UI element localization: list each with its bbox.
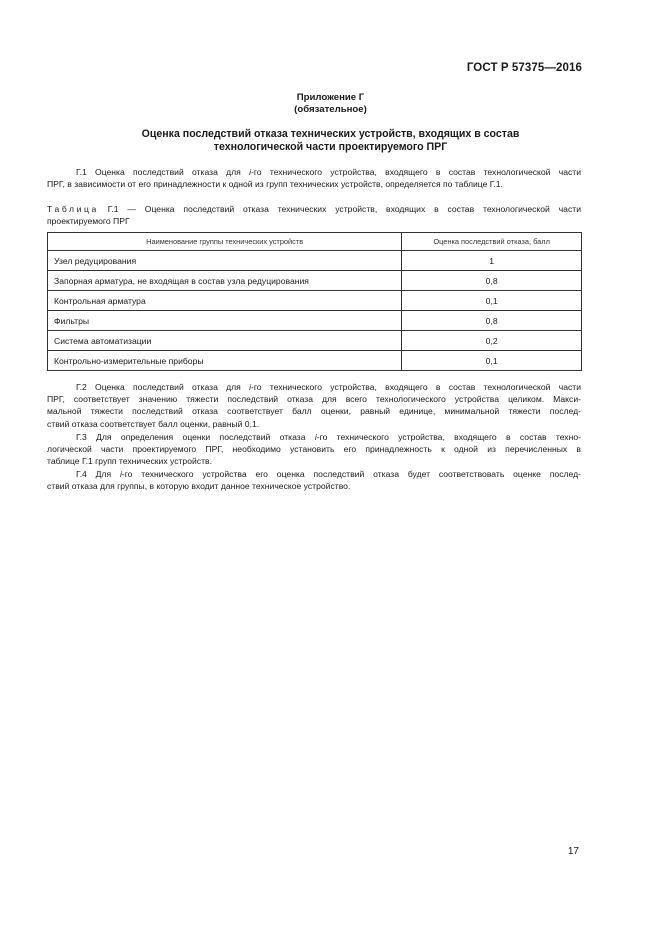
table-row [48,311,582,331]
appendix-title: Приложение Г [296,92,365,103]
table-cell-score: 0,1 [402,291,582,311]
section-heading-line-1: Оценка последствий отказа технических устройств, входящих в состав [141,128,520,140]
table-cell-group-name: Контрольная арматура [48,291,402,311]
table-caption-line-1: Таблица Г.1 — Оценка последствий отказа технических устройств, входящих в состав технологической части [47,204,581,214]
paragraph-g4 [47,468,581,492]
table-cell-group-name: Система автоматизации [48,331,402,351]
paragraph-g3-line-3: таблице Г.1 групп технических устройств. [47,456,212,467]
paragraph-g1-line-2: ПРГ, в зависимости от его принадлежности к одной из групп технических устройств, определяется по таблице Г.1. [47,179,503,190]
paragraph-g2 [47,381,581,430]
paragraph-g2-line-2: ПРГ, соответствует значению тяжести последствий отказа для всего технологического устройства целиком. Макси- [47,394,581,405]
table-cell-group-name: Контрольно-измерительные приборы [48,351,402,371]
paragraph-g1-line-1: Г.1 Оценка последствий отказа для i-го технического устройства, входящего в состав технологической части [76,167,582,177]
table-cell-score: 0,1 [402,351,582,371]
table-cell-group-name: Запорная арматура, не входящая в состав узла редуцирования [48,271,402,291]
table-cell-group-name: Фильтры [48,311,402,331]
appendix-status: (обязательное) [294,104,367,115]
paragraph-g3-line-1: Г.3 Для определения оценки последствий отказа i-го технического устройства, входящего в состав техно- [76,432,581,442]
paragraph-g2-line-1: Г.2 Оценка последствий отказа для i-го технического устройства, входящего в состав технологической части [76,382,582,392]
section-heading [60,128,601,154]
paragraph-g1 [47,166,581,190]
table-header-row [48,233,582,251]
standard-designation: ГОСТ Р 57375—2016 [466,62,582,74]
table-cell-score: 0,2 [402,331,582,351]
paragraph-g2-line-4: ствий отказа соответствует балл оценки, равный 0,1. [47,418,260,429]
column-header-group-name: Наименование группы технических устройств [48,233,402,251]
table-row [48,271,582,291]
paragraph-g4-line-2: ствий отказа для группы, в которую входит данное техническое устройство. [47,481,351,492]
paragraph-g4-line-1: Г.4 Для i-го технического устройства его оценка последствий отказа будет соответствовать оценке послед- [76,469,581,479]
appendix-title-block [0,92,661,116]
page-number: 17 [567,846,579,857]
table-row [48,291,582,311]
table-cell-group-name: Узел редуцирования [48,251,402,271]
table-caption-line-2: проектируемого ПРГ [47,216,130,227]
paragraph-g2-line-3: мальной тяжести последствий отказа соответствует балл оценки, равный единице, минимальной тяжести послед- [47,406,581,417]
column-header-score: Оценка последствий отказа, балл [402,233,582,251]
failure-score-table [47,232,582,371]
table-row [48,251,582,271]
paragraph-g3-line-2: логической части проектируемого ПРГ, необходимо установить его принадлежность к одной из перечисленных в [47,444,581,455]
table-caption [47,203,581,227]
table-cell-score: 0,8 [402,311,582,331]
table-row [48,351,582,371]
table-cell-score: 0,8 [402,271,582,291]
table-cell-score: 1 [402,251,582,271]
section-heading-line-2: технологической части проектируемого ПРГ [213,141,448,153]
table-row [48,331,582,351]
paragraph-g3 [47,431,581,468]
